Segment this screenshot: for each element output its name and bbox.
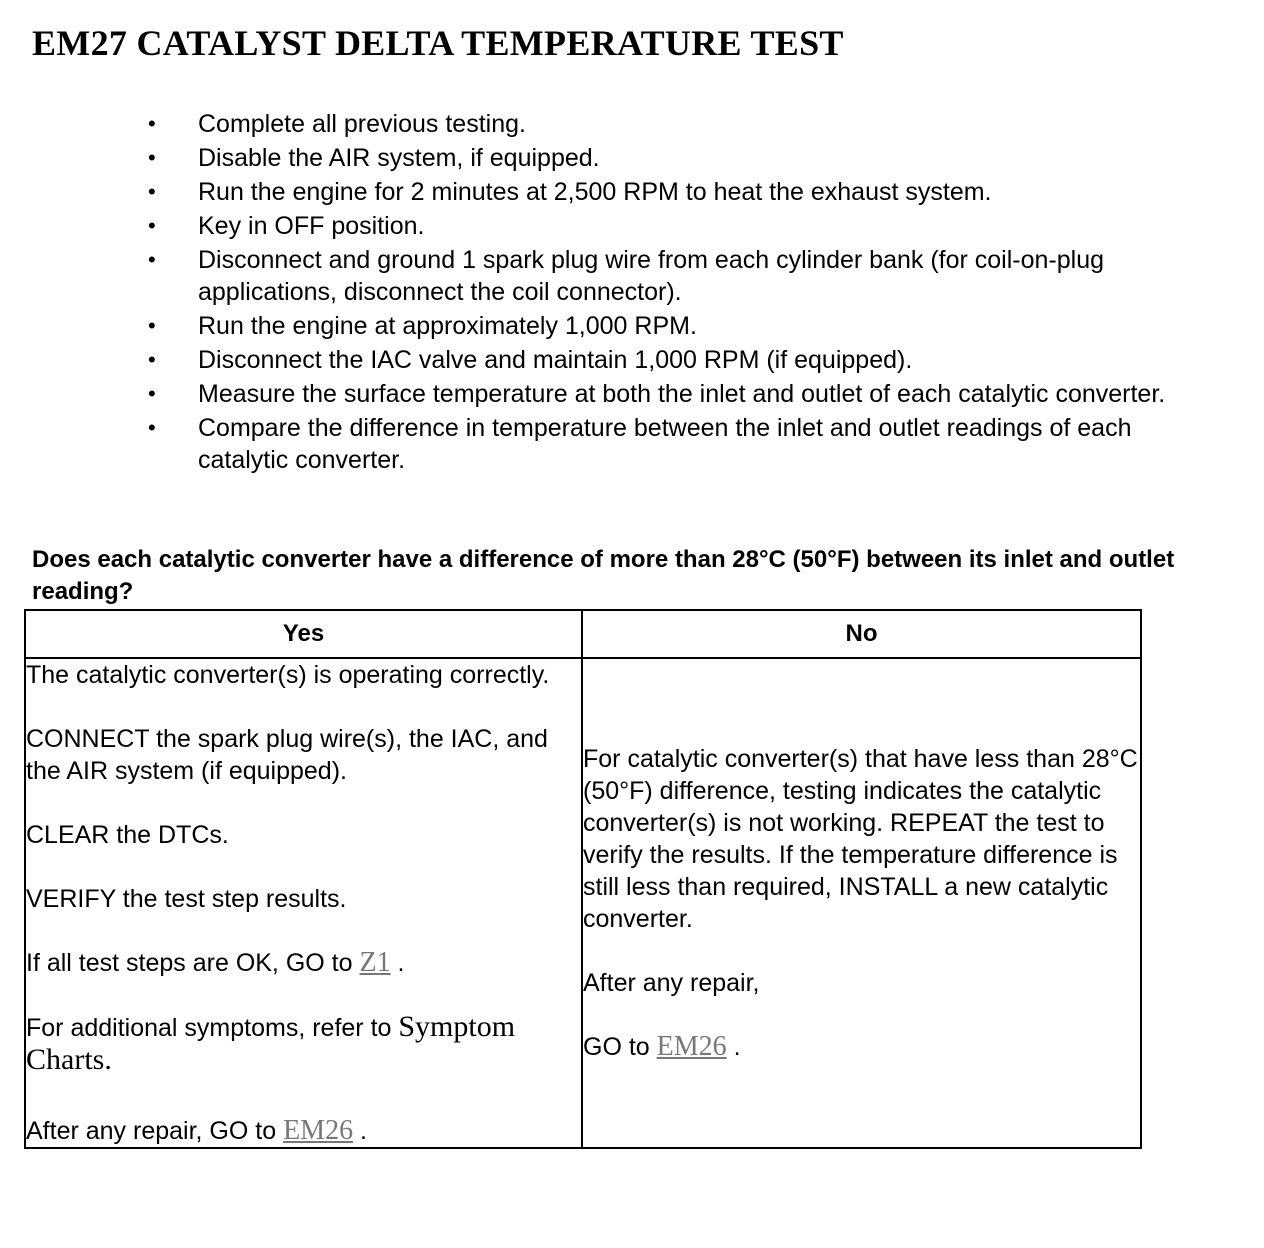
list-item <box>140 310 1220 342</box>
step-text: Compare the difference in temperature between the inlet and outlet readings of each catalytic converter. <box>198 414 1132 474</box>
list-item <box>140 244 1220 308</box>
yes-result-cell <box>25 658 582 1148</box>
step-text: Key in OFF position. <box>198 212 425 240</box>
symptom-charts-reference: Symptom Charts. <box>26 1010 516 1076</box>
em26-link[interactable]: EM26 <box>656 1031 727 1062</box>
step-text: Disconnect the IAC valve and maintain 1,000 RPM (if equipped). <box>198 346 913 374</box>
list-item <box>140 412 1220 476</box>
yes-column-header: Yes <box>25 610 582 658</box>
yes-goto-suffix: . <box>397 949 405 977</box>
yes-goto-prefix: If all test steps are OK, GO to <box>26 949 353 977</box>
yes-repair-instruction <box>26 1115 581 1147</box>
yes-clear-instruction: CLEAR the DTCs. <box>26 821 229 849</box>
yes-repair-prefix: After any repair, GO to <box>26 1117 277 1145</box>
no-result-text: For catalytic converter(s) that have less than 28°C (50°F) difference, testing indicates the catalytic converter(s) is not working. REPEAT the test to verify the results. If the temperature difference is still less than required, INSTALL a new catalytic converter. <box>583 745 1138 933</box>
no-goto-suffix: . <box>733 1033 741 1061</box>
list-item <box>140 176 1220 208</box>
yes-symptoms-prefix: For additional symptoms, refer to <box>26 1014 392 1042</box>
list-item <box>140 344 1220 376</box>
page-title: EM27 CATALYST DELTA TEMPERATURE TEST <box>32 23 844 63</box>
bullet-icon: • <box>148 415 156 440</box>
yes-symptoms-instruction <box>26 1011 581 1077</box>
step-text: Measure the surface temperature at both the inlet and outlet of each catalytic converter. <box>198 380 1166 408</box>
procedure-steps-list <box>140 108 1220 478</box>
yes-goto-instruction <box>26 947 581 979</box>
yes-status-text: The catalytic converter(s) is operating correctly. <box>26 661 550 689</box>
no-column-header: No <box>582 610 1141 658</box>
no-result-cell <box>582 658 1141 1148</box>
list-item <box>140 108 1220 140</box>
bullet-icon: • <box>148 213 156 238</box>
bullet-icon: • <box>148 111 156 136</box>
step-text: Run the engine for 2 minutes at 2,500 RPM to heat the exhaust system. <box>198 178 992 206</box>
yes-repair-suffix: . <box>360 1117 367 1145</box>
step-text: Run the engine at approximately 1,000 RPM. <box>198 312 697 340</box>
no-goto-prefix: GO to <box>583 1033 650 1061</box>
list-item <box>140 378 1220 410</box>
z1-link[interactable]: Z1 <box>359 947 391 978</box>
step-text: Disable the AIR system, if equipped. <box>198 144 600 172</box>
bullet-icon: • <box>148 313 156 338</box>
result-table <box>24 609 1142 1149</box>
yes-connect-instruction: CONNECT the spark plug wire(s), the IAC, and the AIR system (if equipped). <box>26 725 548 785</box>
bullet-icon: • <box>148 381 156 406</box>
step-text: Disconnect and ground 1 spark plug wire from each cylinder bank (for coil-on-plug applications, disconnect the coil connector). <box>198 246 1105 306</box>
em26-link[interactable]: EM26 <box>283 1115 354 1146</box>
bullet-icon: • <box>148 247 156 272</box>
no-goto-instruction <box>583 1031 1140 1063</box>
bullet-icon: • <box>148 179 156 204</box>
bullet-icon: • <box>148 347 156 372</box>
step-text: Complete all previous testing. <box>198 110 526 138</box>
bullet-icon: • <box>148 145 156 170</box>
test-question: Does each catalytic converter have a difference of more than 28°C (50°F) between its inlet and outlet reading? <box>32 546 1175 605</box>
yes-verify-instruction: VERIFY the test step results. <box>26 885 347 913</box>
list-item <box>140 210 1220 242</box>
no-repair-text: After any repair, <box>583 969 760 997</box>
list-item <box>140 142 1220 174</box>
